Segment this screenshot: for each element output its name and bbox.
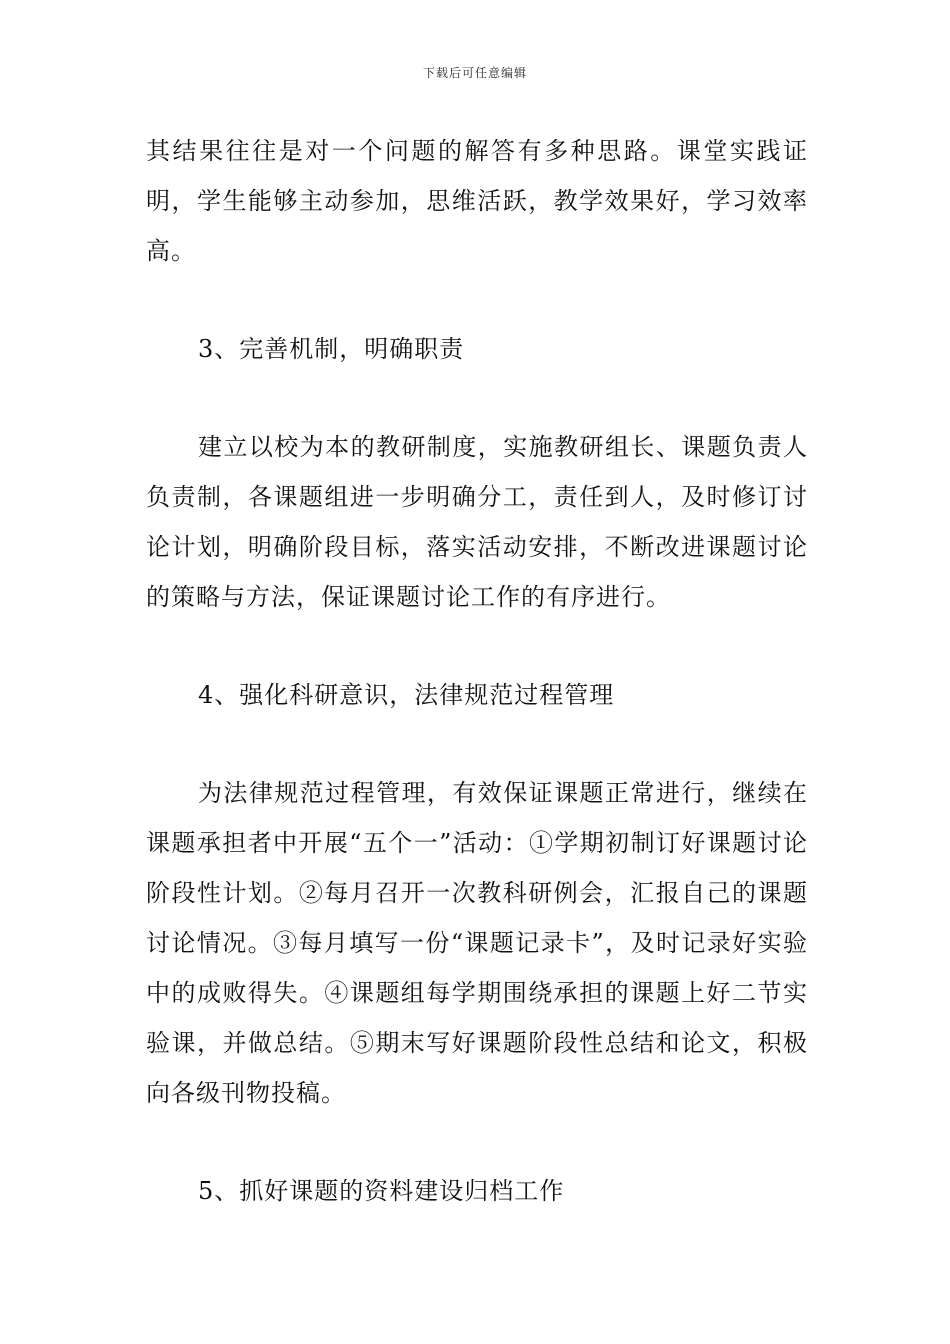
paragraph-2: 建立以校为本的教研制度，实施教研组长、课题负责人负责制，各课题组进一步明确分工，责任到人，及时修订讨论计划，明确阶段目标，落实活动安排，不断改进课题讨论的策略与方法，保证课题讨论工作的有序进行。 xyxy=(146,433,808,611)
spacer xyxy=(146,374,808,422)
page-header: 下载后可任意编辑 xyxy=(422,66,527,80)
paragraph-3: 为法律规范过程管理，有效保证课题正常进行，继续在课题承担者中开展“五个一”活动：①学期初制订好课题讨论阶段性计划。②每月召开一次教科研例会，汇报自己的课题讨论情况。③每月填写一份“课题记录卡”，及时记录好实验中的成败得失。④课题组每学期围绕承担的课题上好二节实验课，并做总结。⑤期末写好课题阶段性总结和论文，积极向各级刊物投稿。 xyxy=(146,779,808,1107)
paragraph-1: 其结果往往是对一个问题的解答有多种思路。课堂实践证明，学生能够主动参加，思维活跃，教学效果好，学习效率高。 xyxy=(146,137,808,265)
section-heading-3: 3、完善机制，明确职责 xyxy=(198,335,465,363)
spacer xyxy=(146,1118,808,1166)
section-heading-4: 4、强化科研意识，法律规范过程管理 xyxy=(198,681,615,709)
spacer xyxy=(146,276,808,324)
spacer xyxy=(146,720,808,768)
section-heading-5: 5、抓好课题的资料建设归档工作 xyxy=(198,1177,565,1205)
document-body xyxy=(146,126,808,1216)
spacer xyxy=(146,622,808,670)
